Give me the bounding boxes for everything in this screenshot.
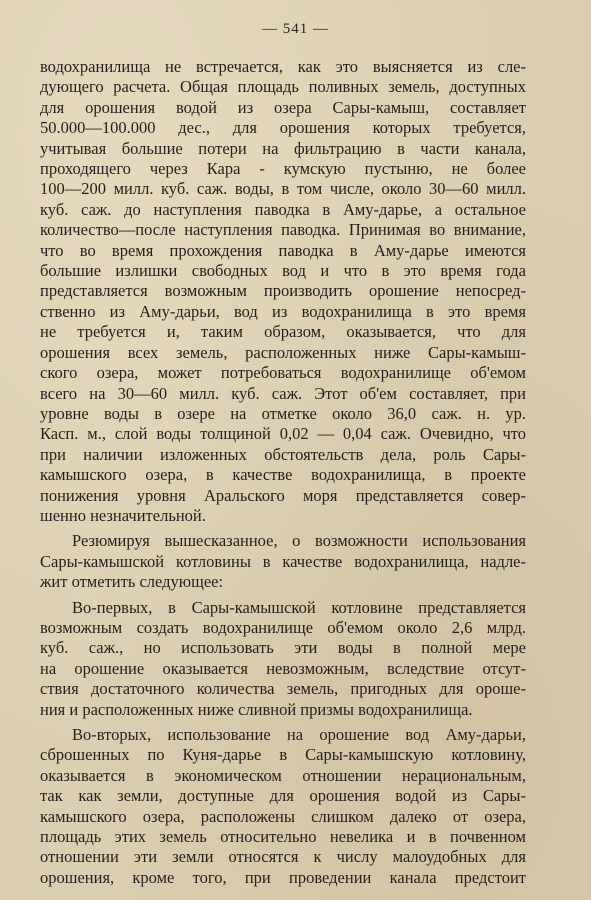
text-line: на орошение оказывается невозможным, вследствие отсут- — [40, 658, 526, 678]
text-line: Касп. м., слой воды толщиной 0,02 — 0,04 саж. Очевидно, что — [40, 424, 526, 444]
text-line: камышского озера, расположены слишком далеко от озера, — [40, 806, 526, 826]
text-line: понижения уровня Аральского моря представляется совер- — [40, 485, 526, 505]
body-text — [40, 57, 526, 888]
text-line: всего на 30—60 милл. куб. саж. Этот об'ем составляет, при — [40, 383, 526, 403]
text-line: Во-первых, в Сары-камышской котловине представляется — [72, 597, 526, 617]
text-line: представляется возможным производить орошение непосред- — [40, 281, 526, 301]
text-line: водохранилища не встречается, как это выясняется из сле- — [40, 57, 526, 76]
text-line: 100—200 милл. куб. саж. воды, в том числе, около 30—60 милл. — [40, 179, 526, 199]
text-line: отношении эти земли относятся к числу малоудобных для — [40, 847, 526, 867]
page-number: — 541 — — [262, 21, 329, 37]
text-line: Во-вторых, использование на орошение вод Аму-дарьи, — [72, 725, 526, 744]
paragraph-1 — [40, 57, 526, 526]
text-line: для орошения водой из озера Сары-камыш, составляет — [40, 97, 526, 117]
text-line: камышского озера, в качестве водохранилища, в проекте — [40, 465, 526, 485]
paragraph-2 — [40, 531, 526, 592]
text-line: шенно незначительной. — [40, 505, 206, 525]
text-line: учитывая большие потери на фильтрацию в части канала, — [40, 138, 526, 158]
text-line: ния и расположенных ниже сливной призмы водохранилища. — [40, 699, 473, 719]
text-line: количество—после наступления паводка. Принимая во внимание, — [40, 220, 526, 240]
text-line: ствия достаточного количества земель, пригодных для ороше- — [40, 679, 526, 699]
text-line: при наличии изложенных обстоятельств дела, роль Сары- — [40, 444, 526, 464]
text-line: так как земли, доступные для орошения водой из Сары- — [40, 786, 526, 806]
text-line: Сары-камышской котловины в качестве водохранилища, надле- — [40, 551, 526, 571]
paragraph-4 — [40, 725, 526, 888]
text-line: Резюмируя вышесказанное, о возможности использования — [72, 531, 526, 551]
text-line: жит отметить следующее: — [40, 572, 224, 592]
text-line: возможным создать водохранилище об'емом около 2,6 млрд. — [40, 617, 526, 637]
paragraph-3 — [40, 598, 526, 720]
text-line: 50.000—100.000 дес., для орошения которых требуется, — [40, 118, 526, 138]
text-line: ского озера, может потребоваться водохранилище об'емом — [40, 363, 526, 383]
text-line: площадь этих земель относительно невелика и в почвенном — [40, 827, 526, 847]
text-line: куб. саж., но использовать эти воды в полной мере — [40, 638, 526, 658]
text-line: куб. саж. до наступления паводка в Аму-дарье, а остальное — [40, 199, 526, 219]
text-line: орошения, кроме того, при проведении канала предстоит — [40, 867, 526, 887]
text-line: большие излишки свободных вод и что в это время года — [40, 261, 526, 281]
text-line: дующего расчета. Общая площадь поливных земель, доступных — [40, 77, 526, 97]
text-line: уровне воды в озере на отметке около 36,0 саж. н. ур. — [40, 403, 526, 423]
text-line: что во время прохождения паводка в Аму-дарье имеются — [40, 240, 526, 260]
text-line: оказывается в экономическом отношении нерациональным, — [40, 765, 526, 785]
text-line: орошения всех земель, расположенных ниже Сары-камыш- — [40, 342, 526, 362]
text-line: сброшенных по Куня-дарье в Сары-камышскую котловину, — [40, 745, 526, 765]
text-line: не требуется и, таким образом, оказывается, что для — [40, 322, 526, 342]
text-line: проходящего через Кара - кумскую пустыню, не более — [40, 159, 526, 179]
text-line: ственно из Аму-дарьи, вод из водохранилища в это время — [40, 301, 526, 321]
